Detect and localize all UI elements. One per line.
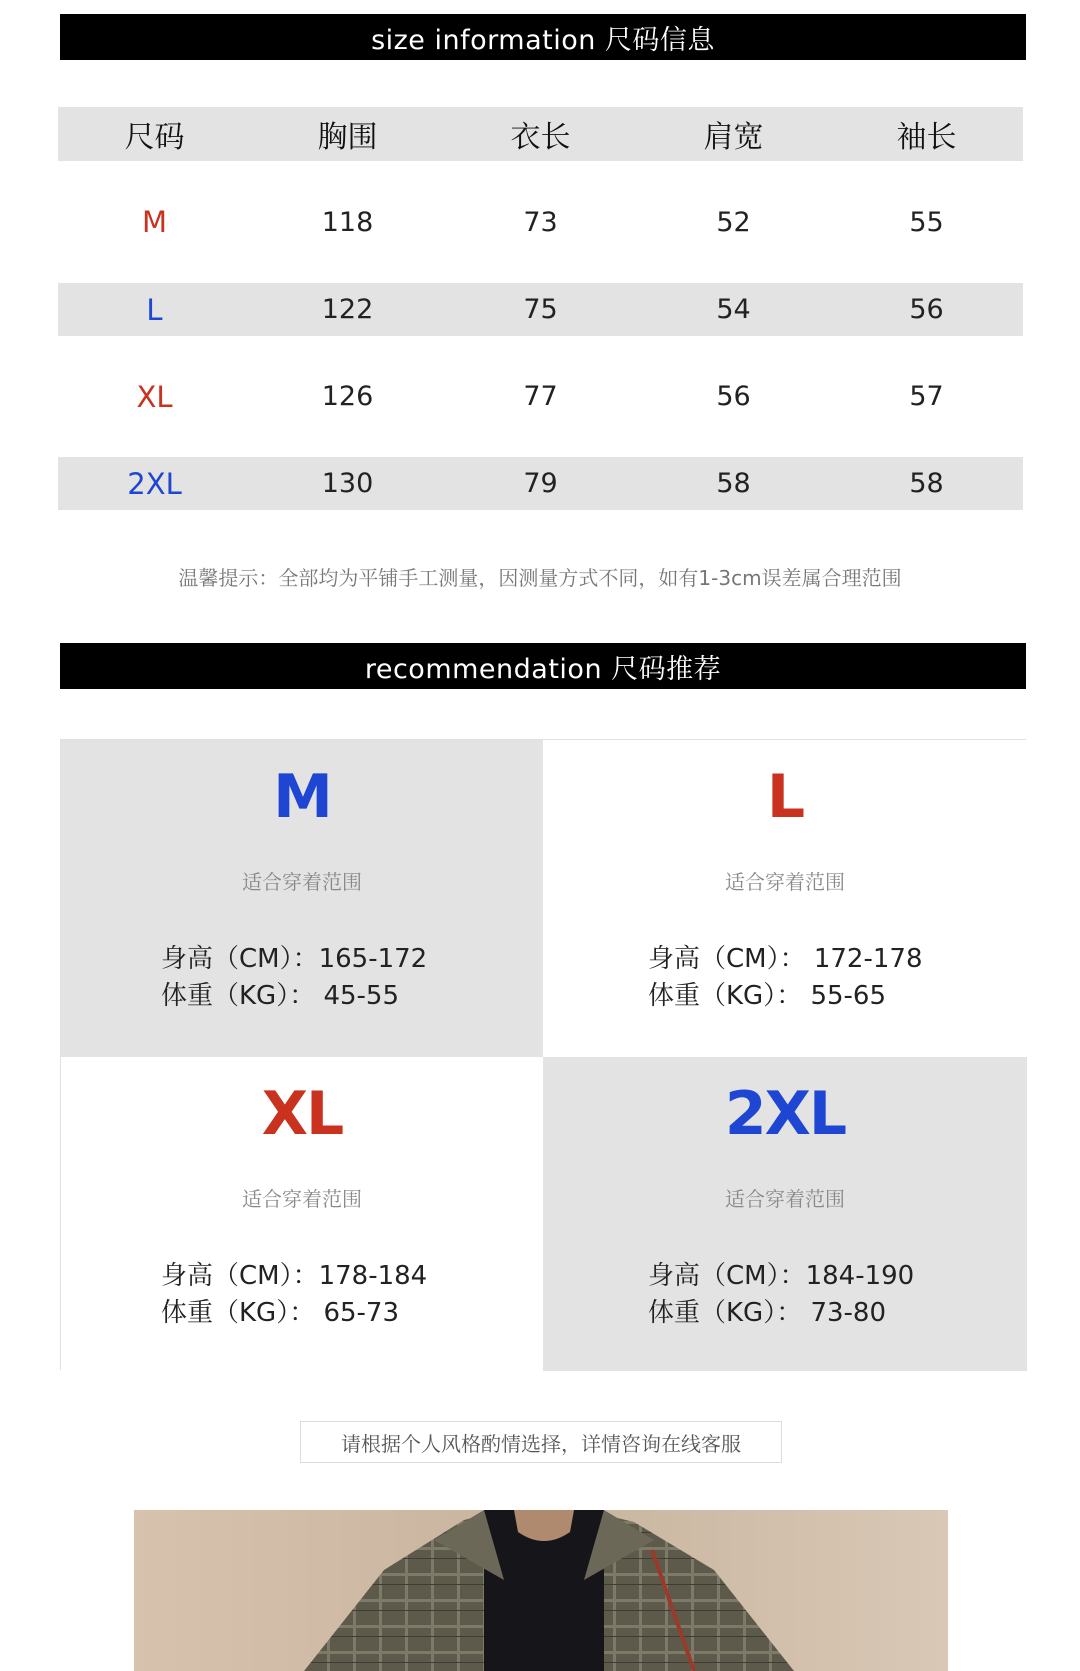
fit-range-label: 适合穿着范围 [242,1187,362,1211]
size-label: M [141,205,168,239]
fit-range-label: 适合穿着范围 [725,870,845,894]
size-table [58,107,1023,510]
header-chest: 胸围 [251,107,444,161]
recommendation-banner [60,643,1026,689]
length-value: 73 [523,206,558,238]
table-row [58,161,1023,283]
chest-value: 126 [321,381,374,412]
shoulder-value: 54 [637,283,830,336]
recommendation-card-m [61,740,543,1057]
length-value: 79 [444,457,637,510]
recommendation-grid [60,739,1026,1370]
weight-range: 体重（KG）： 45-55 [161,981,400,1011]
sleeve-value: 57 [909,381,944,412]
header-size: 尺码 [58,107,251,161]
height-range: 身高（CM）：178-184 [161,1261,428,1291]
fit-range-label: 适合穿着范围 [242,870,362,894]
weight-range: 体重（KG）： 55-65 [648,981,887,1011]
model-photo-illustration [134,1510,948,1671]
header-shoulder: 肩宽 [637,107,830,161]
height-range: 身高（CM）：184-190 [648,1261,915,1291]
shoulder-value: 56 [716,381,751,412]
shoulder-value: 58 [637,457,830,510]
shoulder-value: 52 [716,206,751,238]
table-row [58,336,1023,457]
size-information-banner [60,14,1026,60]
recommendation-size: M [273,762,331,832]
recommendation-size: L [766,762,804,832]
style-advice-note: 请根据个人风格酌情选择，详情咨询在线客服 [300,1421,782,1463]
table-row [58,457,1023,510]
sleeve-value: 55 [909,206,944,238]
chest-value: 130 [251,457,444,510]
length-value: 77 [523,381,558,412]
header-length: 衣长 [444,107,637,161]
recommendation-card-l [543,740,1027,1057]
weight-range: 体重（KG）： 65-73 [161,1298,400,1328]
recommendation-card-2xl [543,1057,1027,1371]
size-information-title: size information 尺码信息 [371,24,715,56]
fit-range-label: 适合穿着范围 [725,1187,845,1211]
height-range: 身高（CM）： 172-178 [648,944,923,974]
recommendation-size: 2XL [724,1079,846,1149]
model-photo [134,1510,948,1671]
weight-range: 体重（KG）： 73-80 [648,1298,887,1328]
recommendation-card-xl [61,1057,543,1371]
length-value: 75 [444,283,637,336]
size-label: XL [136,379,173,414]
header-sleeve: 袖长 [830,107,1023,161]
table-row [58,283,1023,336]
chest-value: 122 [251,283,444,336]
sleeve-value: 58 [830,457,1023,510]
recommendation-size: XL [261,1079,343,1149]
recommendation-title: recommendation 尺码推荐 [364,653,722,685]
height-range: 身高（CM）：165-172 [161,944,428,974]
sleeve-value: 56 [830,283,1023,336]
size-label: 2XL [58,457,251,510]
size-table-header-row [58,107,1023,161]
size-label: L [58,283,251,336]
measurement-note: 温馨提示：全部均为平铺手工测量，因测量方式不同，如有1-3cm误差属合理范围 [178,566,902,590]
chest-value: 118 [321,206,374,238]
